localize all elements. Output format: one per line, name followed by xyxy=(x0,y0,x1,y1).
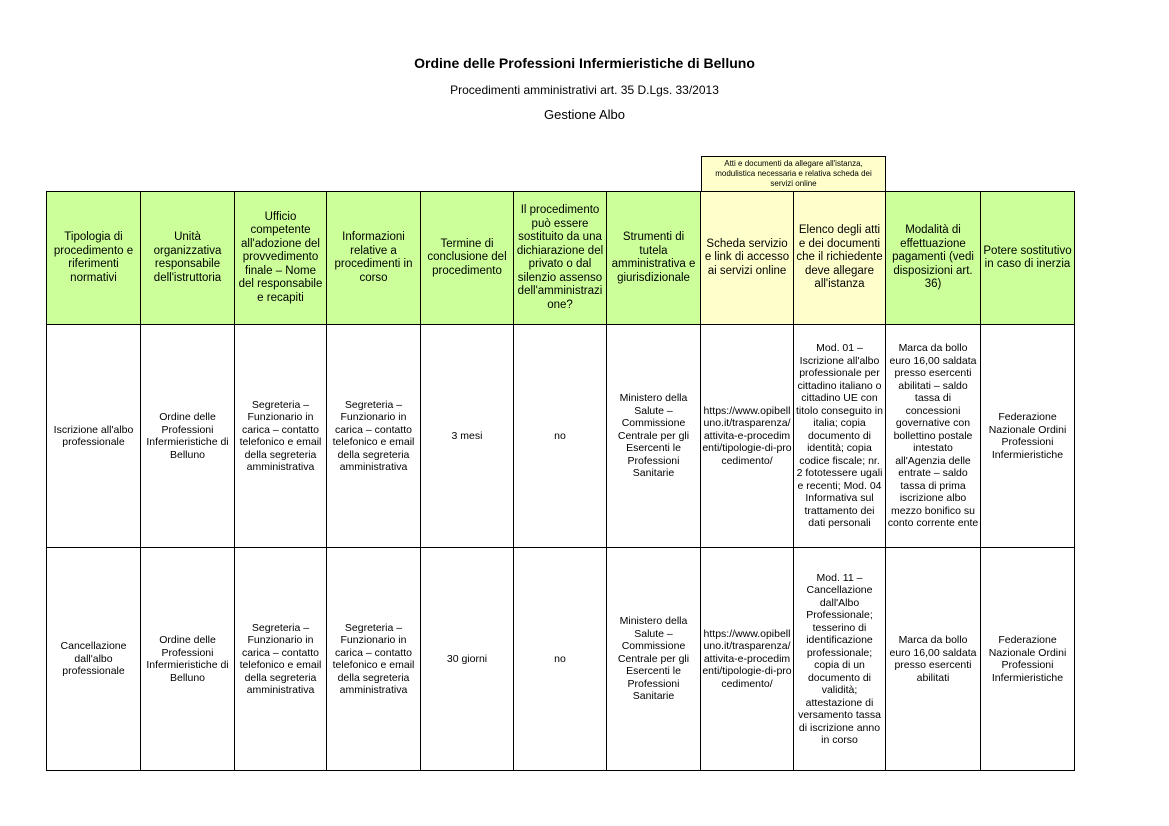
header-termine: Termine di conclusione del procedimento xyxy=(421,192,514,325)
cell-scheda-link[interactable]: https://www.opibelluno.it/trasparenza/attivita-e-procedimenti/tipologie-di-procedimento/ xyxy=(701,325,794,548)
cell-tipologia: Iscrizione all'albo professionale xyxy=(47,325,141,548)
cell-potere: Federazione Nazionale Ordini Professioni Infermieristiche xyxy=(981,548,1075,771)
cell-tutela: Ministero della Salute – Commissione Centrale per gli Esercenti le Professioni Sanitarie xyxy=(607,548,701,771)
procedures-table xyxy=(46,191,1075,771)
cell-sostituibile: no xyxy=(514,325,607,548)
cell-informazioni: Segreteria – Funzionario in carica – contatto telefonico e email della segreteria amministrativa xyxy=(327,325,421,548)
cell-ufficio: Segreteria – Funzionario in carica – contatto telefonico e email della segreteria amministrativa xyxy=(235,548,327,771)
document-subtitle: Procedimenti amministrativi art. 35 D.Lgs. 33/2013 xyxy=(450,83,719,97)
document-title: Ordine delle Professioni Infermieristiche di Belluno xyxy=(414,55,755,71)
table-row xyxy=(47,325,1075,548)
header-scheda: Scheda servizio e link di accesso ai servizi online xyxy=(701,192,794,325)
header-pagamenti: Modalità di effettuazione pagamenti (vedi disposizioni art. 36) xyxy=(886,192,981,325)
header-tutela: Strumenti di tutela amministrativa e giurisdizionale xyxy=(607,192,701,325)
cell-termine: 30 giorni xyxy=(421,548,514,771)
cell-sostituibile: no xyxy=(514,548,607,771)
column-group-note: Atti e documenti da allegare all'istanza, modulistica necessaria e relativa scheda dei servizi online xyxy=(701,156,886,191)
cell-tipologia: Cancellazione dall'albo professionale xyxy=(47,548,141,771)
cell-ufficio: Segreteria – Funzionario in carica – contatto telefonico e email della segreteria amministrativa xyxy=(235,325,327,548)
cell-tutela: Ministero della Salute – Commissione Centrale per gli Esercenti le Professioni Sanitarie xyxy=(607,325,701,548)
header-row xyxy=(47,192,1075,325)
header-tipologia: Tipologia di procedimento e riferimenti normativi xyxy=(47,192,141,325)
cell-potere: Federazione Nazionale Ordini Professioni Infermieristiche xyxy=(981,325,1075,548)
cell-termine: 3 mesi xyxy=(421,325,514,548)
header-informazioni: Informazioni relative a procedimenti in corso xyxy=(327,192,421,325)
header-potere: Potere sostitutivo in caso di inerzia xyxy=(981,192,1075,325)
cell-informazioni: Segreteria – Funzionario in carica – contatto telefonico e email della segreteria amministrativa xyxy=(327,548,421,771)
header-ufficio: Ufficio competente all'adozione del provvedimento finale – Nome del responsabile e recapiti xyxy=(235,192,327,325)
table-row xyxy=(47,548,1075,771)
cell-pagamenti: Marca da bollo euro 16,00 saldata presso esercenti abilitati – saldo tassa di concessioni governative con bollettino postale intestato all'Agenzia delle entrate – saldo tassa di prima iscrizione albo mezzo bonifico su conto corrente ente xyxy=(886,325,981,548)
cell-documenti: Mod. 01 – Iscrizione all'albo professionale per cittadino italiano o cittadino UE con titolo conseguito in italia; copia documento di identità; copia codice fiscale; nr. 2 fototessere ugali e recenti; Mod. 04 Informativa sul trattamento dei dati personali xyxy=(794,325,886,548)
section-title: Gestione Albo xyxy=(544,107,625,122)
cell-documenti: Mod. 11 – Cancellazione dall'Albo Professionale; tesserino di identificazione professionale; copia di un documento di validità; attestazione di versamento tassa di iscrizione anno in corso xyxy=(794,548,886,771)
cell-unita: Ordine delle Professioni Infermieristiche di Belluno xyxy=(141,548,235,771)
header-documenti: Elenco degli atti e dei documenti che il richiedente deve allegare all'istanza xyxy=(794,192,886,325)
cell-pagamenti: Marca da bollo euro 16,00 saldata presso esercenti abilitati xyxy=(886,548,981,771)
header-sostituibile: Il procedimento può essere sostituito da una dichiarazione del privato o dal silenzio assenso dell'amministrazione? xyxy=(514,192,607,325)
cell-scheda-link[interactable]: https://www.opibelluno.it/trasparenza/attivita-e-procedimenti/tipologie-di-procedimento/ xyxy=(701,548,794,771)
cell-unita: Ordine delle Professioni Infermieristiche di Belluno xyxy=(141,325,235,548)
header-unita: Unità organizzativa responsabile dell'istruttoria xyxy=(141,192,235,325)
